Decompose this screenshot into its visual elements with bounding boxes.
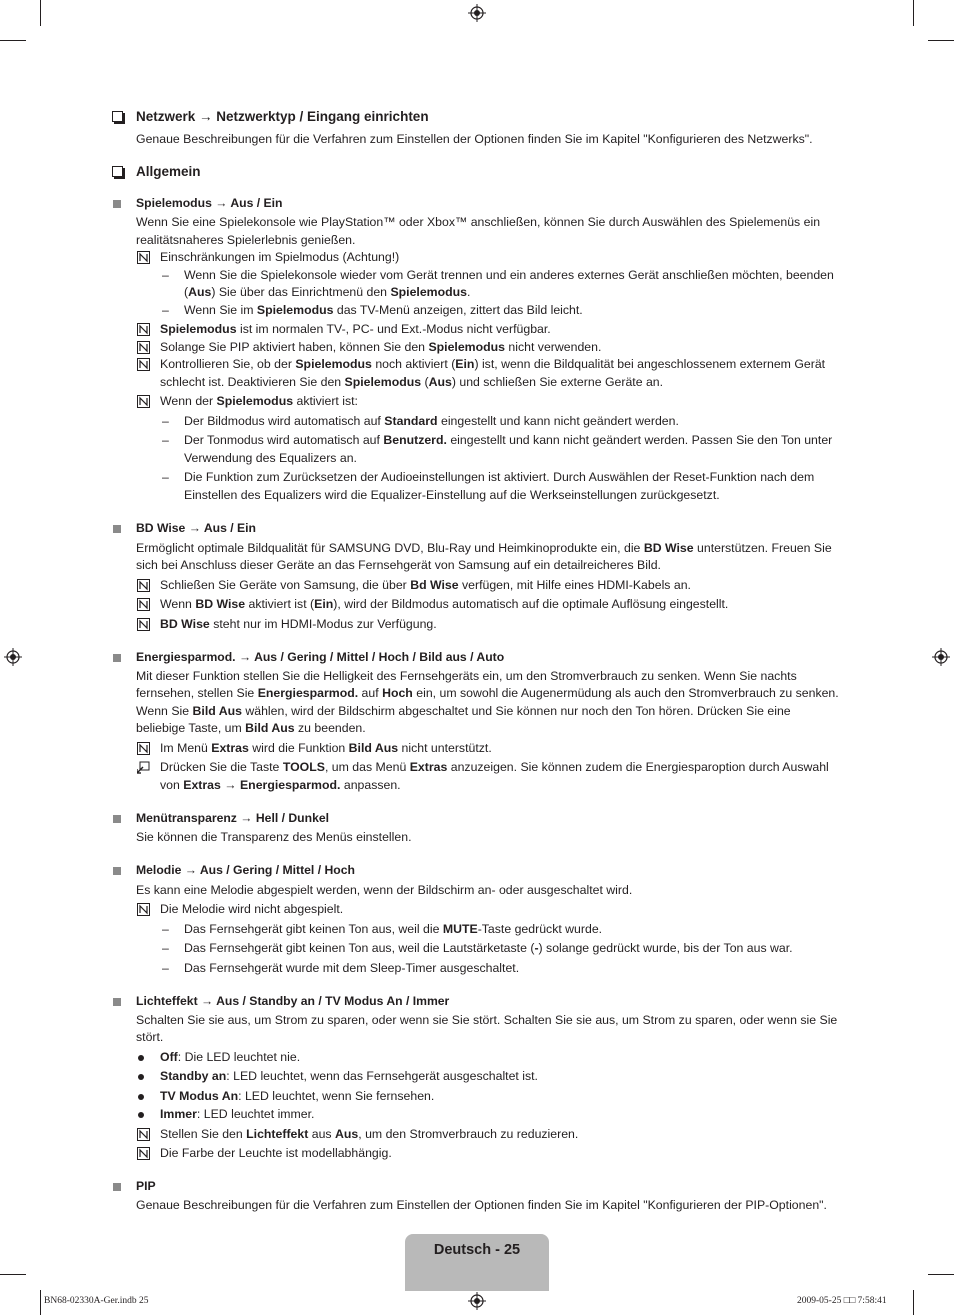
- note-item: Einschränkungen im Spielmodus (Achtung!): [112, 249, 842, 267]
- note-icon: [137, 395, 150, 408]
- note-icon: [137, 341, 150, 354]
- subheading-melodie: Melodie → Aus / Gering / Mittel / Hoch: [112, 862, 842, 880]
- bullet-dot-icon: [138, 1074, 144, 1080]
- note-item: Die Melodie wird nicht abgespielt.: [112, 901, 842, 919]
- note-icon: [137, 251, 150, 264]
- square-bullet-icon: [113, 525, 121, 533]
- subheading-spielemodus: Spielemodus → Aus / Ein: [112, 195, 842, 213]
- registration-mark-icon: [4, 648, 22, 666]
- note-icon: [137, 1128, 150, 1141]
- dash-item: – Der Tonmodus wird automatisch auf Benutzerd. eingestellt und kann nicht geändert werden. Passen Sie den Ton unter Verwendung des Equalizers an.: [162, 433, 833, 465]
- subheading-energiesparmod: Energiesparmod. → Aus / Gering / Mittel / Hoch / Bild aus / Auto: [112, 649, 842, 667]
- lichteffekt-text: Schalten Sie sie aus, um Strom zu sparen, oder wenn sie Sie stört. Schalten Sie sie aus, um Strom zu sparen, oder wenn sie Sie stört.: [136, 1012, 838, 1044]
- note-icon: [137, 903, 150, 916]
- list-item: Immer: LED leuchtet immer.: [112, 1106, 842, 1124]
- note-item: BD Wise steht nur im HDMI-Modus zur Verfügung.: [112, 616, 842, 634]
- subheading-pip: PIP: [112, 1178, 842, 1196]
- note-icon: [137, 1147, 150, 1160]
- square-bullet-icon: [113, 1183, 121, 1191]
- square-bullet-icon: [113, 998, 121, 1006]
- square-bullet-icon: [113, 654, 121, 662]
- note-icon: [137, 618, 150, 631]
- checkbox-bullet-icon: [112, 111, 123, 122]
- note-item: Schließen Sie Geräte von Samsung, die über Bd Wise verfügen, mit Hilfe eines HDMI-Kabels an.: [112, 577, 842, 595]
- tools-icon: [137, 761, 150, 774]
- note-item: Stellen Sie den Lichteffekt aus Aus, um den Stromverbrauch zu reduzieren.: [112, 1126, 842, 1144]
- netzwerk-text: Genaue Beschreibungen für die Verfahren zum Einstellen der Optionen finden Sie im Kapitel "Konfigurieren des Netzwerks".: [136, 131, 813, 146]
- note-item: Im Menü Extras wird die Funktion Bild Aus nicht unterstützt.: [112, 740, 842, 758]
- square-bullet-icon: [113, 200, 121, 208]
- dash-item: – Wenn Sie die Spielekonsole wieder vom Gerät trennen und ein anderes externes Gerät anschließen möchten, beenden (Aus) Sie über das Einrichtmenü den Spielemodus.: [162, 267, 834, 299]
- note-item: Spielemodus ist im normalen TV-, PC- und Ext.-Modus nicht verfügbar.: [112, 321, 842, 339]
- note-icon: [137, 598, 150, 611]
- crop-mark: [928, 1274, 954, 1275]
- checkbox-bullet-icon: [112, 166, 123, 177]
- note-item: Die Farbe der Leuchte ist modellabhängig.: [112, 1145, 842, 1163]
- dash-item: – Die Funktion zum Zurücksetzen der Audioeinstellungen ist aktiviert. Durch Auswählen der Reset-Funktion nach dem Einstellen des Equalizers wird die Equalizer-Einstellung auf die Werkseinstellungen zurückgesetzt.: [162, 470, 815, 502]
- print-slug-right: 2009-05-25 □□ 7:58:41: [797, 1296, 887, 1306]
- square-bullet-icon: [113, 815, 121, 823]
- dash-item: – Wenn Sie im Spielemodus das TV-Menü anzeigen, zittert das Bild leicht.: [162, 302, 583, 317]
- energiesparmod-text: Mit dieser Funktion stellen Sie die Helligkeit des Fernsehgeräts ein, um den Stromverbrauch zu senken. Wenn Sie nachts fernsehen, stellen Sie Energiesparmod. auf Hoch ein, um sowohl die Augenermüdung als auch den Stromverbrauch zu senken. Wenn Sie Bild Aus wählen, wird der Bildschirm abgeschaltet und Sie können nur noch den Ton hören. Drücken Sie eine beliebige Taste, um Bild Aus zu beenden.: [136, 668, 839, 735]
- crop-mark: [40, 1290, 41, 1315]
- registration-mark-icon: [468, 4, 486, 22]
- section-heading-netzwerk: Netzwerk → Netzwerktyp / Eingang einrichten: [112, 108, 842, 126]
- bullet-dot-icon: [138, 1055, 144, 1061]
- note-item: Wenn BD Wise aktiviert ist (Ein), wird der Bildmodus automatisch auf die optimale Auflösung eingestellt.: [112, 596, 842, 614]
- crop-mark: [0, 1274, 26, 1275]
- note-icon: [137, 323, 150, 336]
- dash-item: – Das Fernsehgerät wurde mit dem Sleep-Timer ausgeschaltet.: [162, 960, 520, 975]
- note-item: Kontrollieren Sie, ob der Spielemodus noch aktiviert (Ein) ist, wenn die Bildqualität bei angeschlossenem externem Gerät schlecht ist. Deaktivieren Sie den Spielemodus (Aus) und schließen Sie externe Geräte an.: [112, 356, 842, 391]
- section-heading-allgemein: Allgemein: [112, 163, 842, 181]
- crop-mark: [40, 0, 41, 26]
- print-slug-left: BN68-02330A-Ger.indb 25: [44, 1296, 149, 1306]
- dash-item: – Das Fernsehgerät gibt keinen Ton aus, weil die MUTE-Taste gedrückt wurde.: [162, 921, 603, 936]
- subheading-menuetransparenz: Menütransparenz → Hell / Dunkel: [112, 810, 842, 828]
- note-item: Solange Sie PIP aktiviert haben, können Sie den Spielemodus nicht verwenden.: [112, 339, 842, 357]
- list-item: TV Modus An: LED leuchtet, wenn Sie fernsehen.: [112, 1088, 842, 1106]
- list-item: Off: Die LED leuchtet nie.: [112, 1049, 842, 1067]
- bullet-dot-icon: [138, 1094, 144, 1100]
- crop-mark: [913, 0, 914, 26]
- note-icon: [137, 358, 150, 371]
- note-item: Wenn der Spielemodus aktiviert ist:: [112, 393, 842, 411]
- tools-tip-item: Drücken Sie die Taste TOOLS, um das Menü Extras anzuzeigen. Sie können zudem die Energiesparoption durch Auswahl von Extras → Energiesparmod. anpassen.: [112, 759, 842, 794]
- registration-mark-icon: [932, 648, 950, 666]
- dash-item: – Das Fernsehgerät gibt keinen Ton aus, weil die Lautstärketaste (-) solange gedrückt wurde, bis der Ton aus war.: [162, 941, 793, 955]
- note-icon: [137, 742, 150, 755]
- spielemodus-text: Wenn Sie eine Spielekonsole wie PlayStation™ oder Xbox™ anschließen, können Sie durch Auswählen des Spielemenüs ein realitätsnaheres Spielerlebnis genießen.: [136, 215, 821, 247]
- pip-text: Genaue Beschreibungen für die Verfahren zum Einstellen der Optionen finden Sie im Kapitel "Konfigurieren der PIP-Optionen".: [136, 1198, 827, 1212]
- bullet-dot-icon: [138, 1112, 144, 1118]
- crop-mark: [0, 40, 26, 41]
- menuetransparenz-text: Sie können die Transparenz des Menüs einstellen.: [136, 829, 412, 844]
- crop-mark: [928, 40, 954, 41]
- page-content: [112, 108, 842, 1215]
- dash-item: – Der Bildmodus wird automatisch auf Standard eingestellt und kann nicht geändert werden.: [162, 413, 679, 428]
- page-number-tab: [405, 1234, 549, 1291]
- crop-mark: [913, 1290, 914, 1315]
- bd-wise-text: Ermöglicht optimale Bildqualität für SAMSUNG DVD, Blu-Ray und Heimkinoprodukte ein, die BD Wise unterstützen. Freuen Sie sich bei Anschluss dieser Geräte an das Fernsehgerät von Samsung auf ein detailreicheres Bild.: [136, 540, 832, 572]
- note-icon: [137, 579, 150, 592]
- page-number: Deutsch - 25: [433, 1242, 521, 1258]
- melodie-text: Es kann eine Melodie abgespielt werden, wenn der Bildschirm an- oder ausgeschaltet wird.: [136, 882, 633, 897]
- list-item: Standby an: LED leuchtet, wenn das Fernsehgerät ausgeschaltet ist.: [112, 1068, 842, 1086]
- subheading-lichteffekt: Lichteffekt → Aus / Standby an / TV Modus An / Immer: [112, 993, 842, 1011]
- registration-mark-icon: [468, 1292, 486, 1310]
- square-bullet-icon: [113, 867, 121, 875]
- subheading-bd-wise: BD Wise → Aus / Ein: [112, 520, 842, 538]
